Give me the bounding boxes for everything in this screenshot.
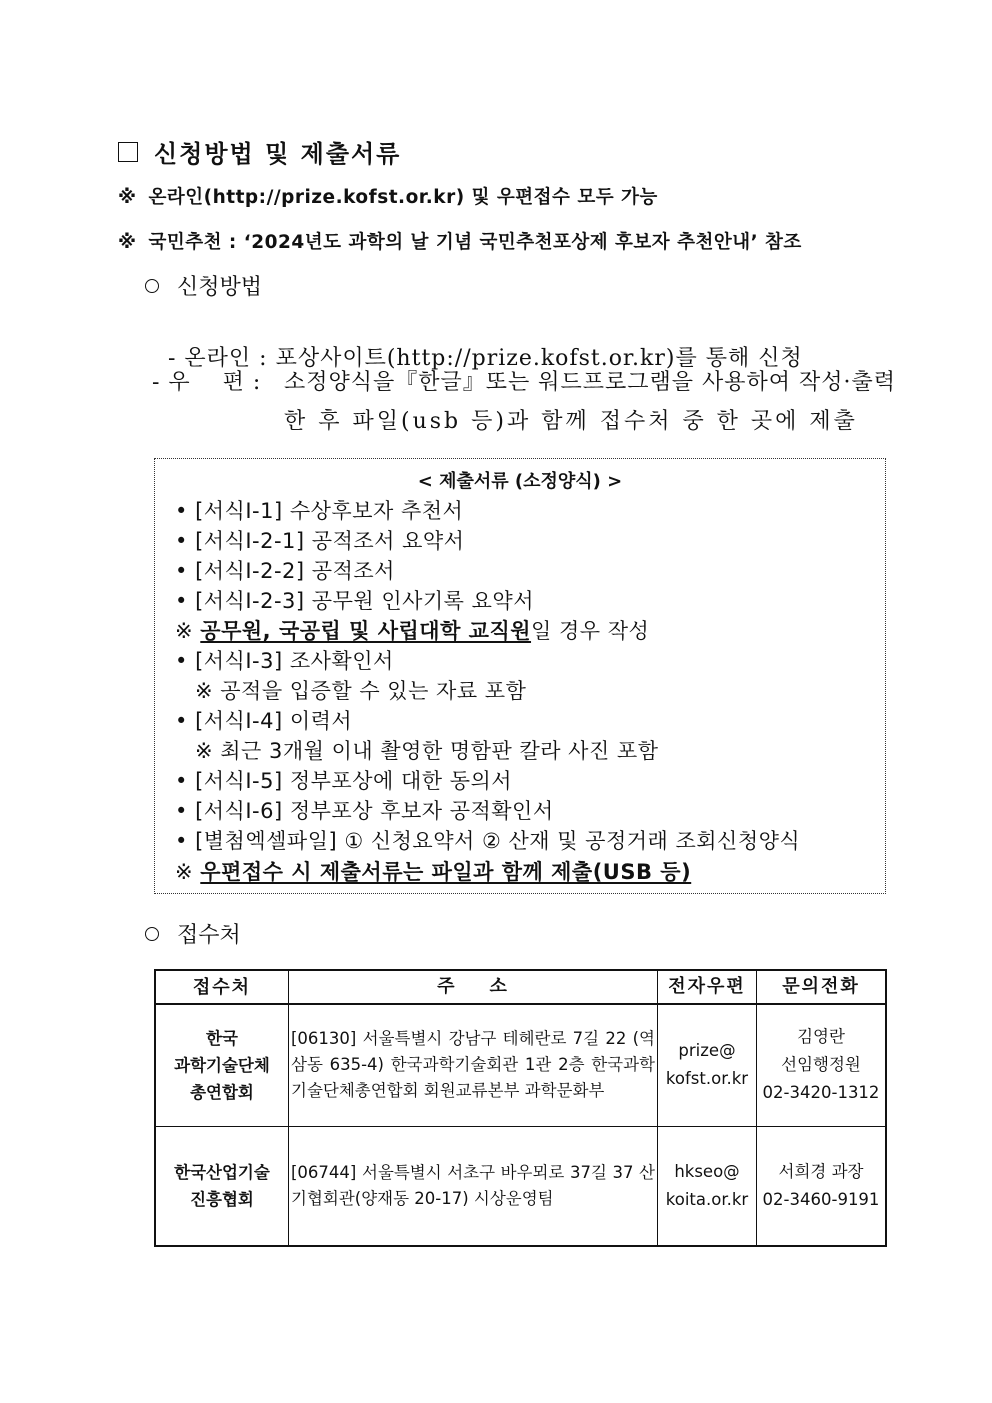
email-cell[interactable]: hkseo@ koita.or.kr [658,1126,757,1246]
online-text: 포상사이트(http://prize.kofst.or.kr)를 통해 신청 [275,346,803,371]
header-cell: 주 소 [289,970,658,1004]
document-item: • [서식Ⅰ-2-3] 공무원 인사기록 요약서 [175,589,534,613]
note-public-rest: 일 경우 작성 [531,619,650,643]
bullet-icon: • [175,589,188,613]
org-cell: 한국산업기술 진흥협회 [155,1126,289,1246]
method-title: 신청방법 [177,275,263,300]
header-cell: 접수처 [155,970,289,1004]
bullet-icon: • [175,559,188,583]
method-heading [145,270,262,301]
reference-mark-icon: ※ [118,187,137,208]
document-item: • [서식Ⅰ-4] 이력서 [175,709,353,733]
document-item: • [서식Ⅰ-2-1] 공적조서 요약서 [175,529,465,553]
reception-title: 접수처 [177,923,241,948]
note-mail-submission [175,856,691,886]
note-national-recommendation [118,228,802,254]
bullet-icon: • [175,529,188,553]
mail-method-line2: 한 후 파일(usb 등)과 함께 접수처 중 한 곳에 제출 [284,409,858,434]
reference-mark-icon: ※ [175,860,194,884]
document-item: • [별첨엑셀파일] ① 신청요약서 ② 산재 및 공정거래 조회신청양식 [175,829,801,853]
table-header-row [155,970,886,1004]
note-text: 국민추천 : ‘2024년도 과학의 날 기념 국민추천포상제 후보자 추천안내’ 참조 [148,232,802,253]
bullet-icon: • [175,709,188,733]
document-item: • [서식Ⅰ-5] 정부포상에 대한 동의서 [175,769,513,793]
note-public-bold: 공무원, 국공립 및 사립대학 교직원 [200,619,532,643]
contact-cell: 김영란 선임행정원 02-3420-1312 [757,1004,887,1126]
document-item: • [서식Ⅰ-6] 정부포상 후보자 공적확인서 [175,799,554,823]
table-row [155,1126,886,1246]
address-cell: [06744] 서울특별시 서초구 바우뫼로 37길 37 산기협회관(양재동 20-17) 시상운영팀 [289,1126,658,1246]
circle-bullet-icon [145,927,159,941]
circle-bullet-icon [145,279,159,293]
document-item: • [서식Ⅰ-3] 조사확인서 [175,649,394,673]
note-resume: ※ 최근 3개월 이내 촬영한 명함판 칼라 사진 포함 [195,739,659,763]
mail-method-label: - 우 편 : [152,370,262,395]
note-mail-text: 우편접수 시 제출서류는 파일과 함께 제출(USB 등) [200,860,692,884]
header-cell: 전자우편 [658,970,757,1004]
reference-mark-icon: ※ [175,619,194,643]
documents-box [154,458,886,894]
bullet-icon: • [175,829,188,853]
contact-cell: 서희경 과장 02-3460-9191 [757,1126,887,1246]
online-label: - 온라인 : [168,346,268,371]
bullet-icon: • [175,499,188,523]
online-method-row [152,316,803,372]
document-item: • [서식Ⅰ-1] 수상후보자 추천서 [175,499,464,523]
bullet-icon: • [175,649,188,673]
reception-table [154,969,887,1247]
note-public-servant [175,615,649,645]
note-text: 온라인(http://prize.kofst.or.kr) 및 우편접수 모두 가능 [148,187,658,208]
bullet-icon: • [175,769,188,793]
checkbox-square-icon [118,142,138,162]
reference-mark-icon: ※ [118,232,137,253]
mail-method-line1: 소정양식을『한글』또는 워드프로그램을 사용하여 작성·출력 [284,370,897,395]
table-row [155,1004,886,1126]
documents-title: < 제출서류 (소정양식) > [417,471,623,492]
note-online-mail [118,183,658,209]
section-heading-text: 신청방법 및 제출서류 [154,140,402,168]
address-cell: [06130] 서울특별시 강남구 테헤란로 7길 22 (역삼동 635-4) 한국과학기술회관 1관 2층 한국과학기술단체총연합회 회원교류본부 과학문화부 [289,1004,658,1126]
document-item: • [서식Ⅰ-2-2] 공적조서 [175,559,395,583]
reception-heading [145,918,241,949]
org-cell: 한국 과학기술단체 총연합회 [155,1004,289,1126]
email-cell[interactable]: prize@ kofst.or.kr [658,1004,757,1126]
bullet-icon: • [175,799,188,823]
header-cell: 문의전화 [757,970,887,1004]
note-investigation: ※ 공적을 입증할 수 있는 자료 포함 [195,679,527,703]
section-heading [118,134,401,169]
